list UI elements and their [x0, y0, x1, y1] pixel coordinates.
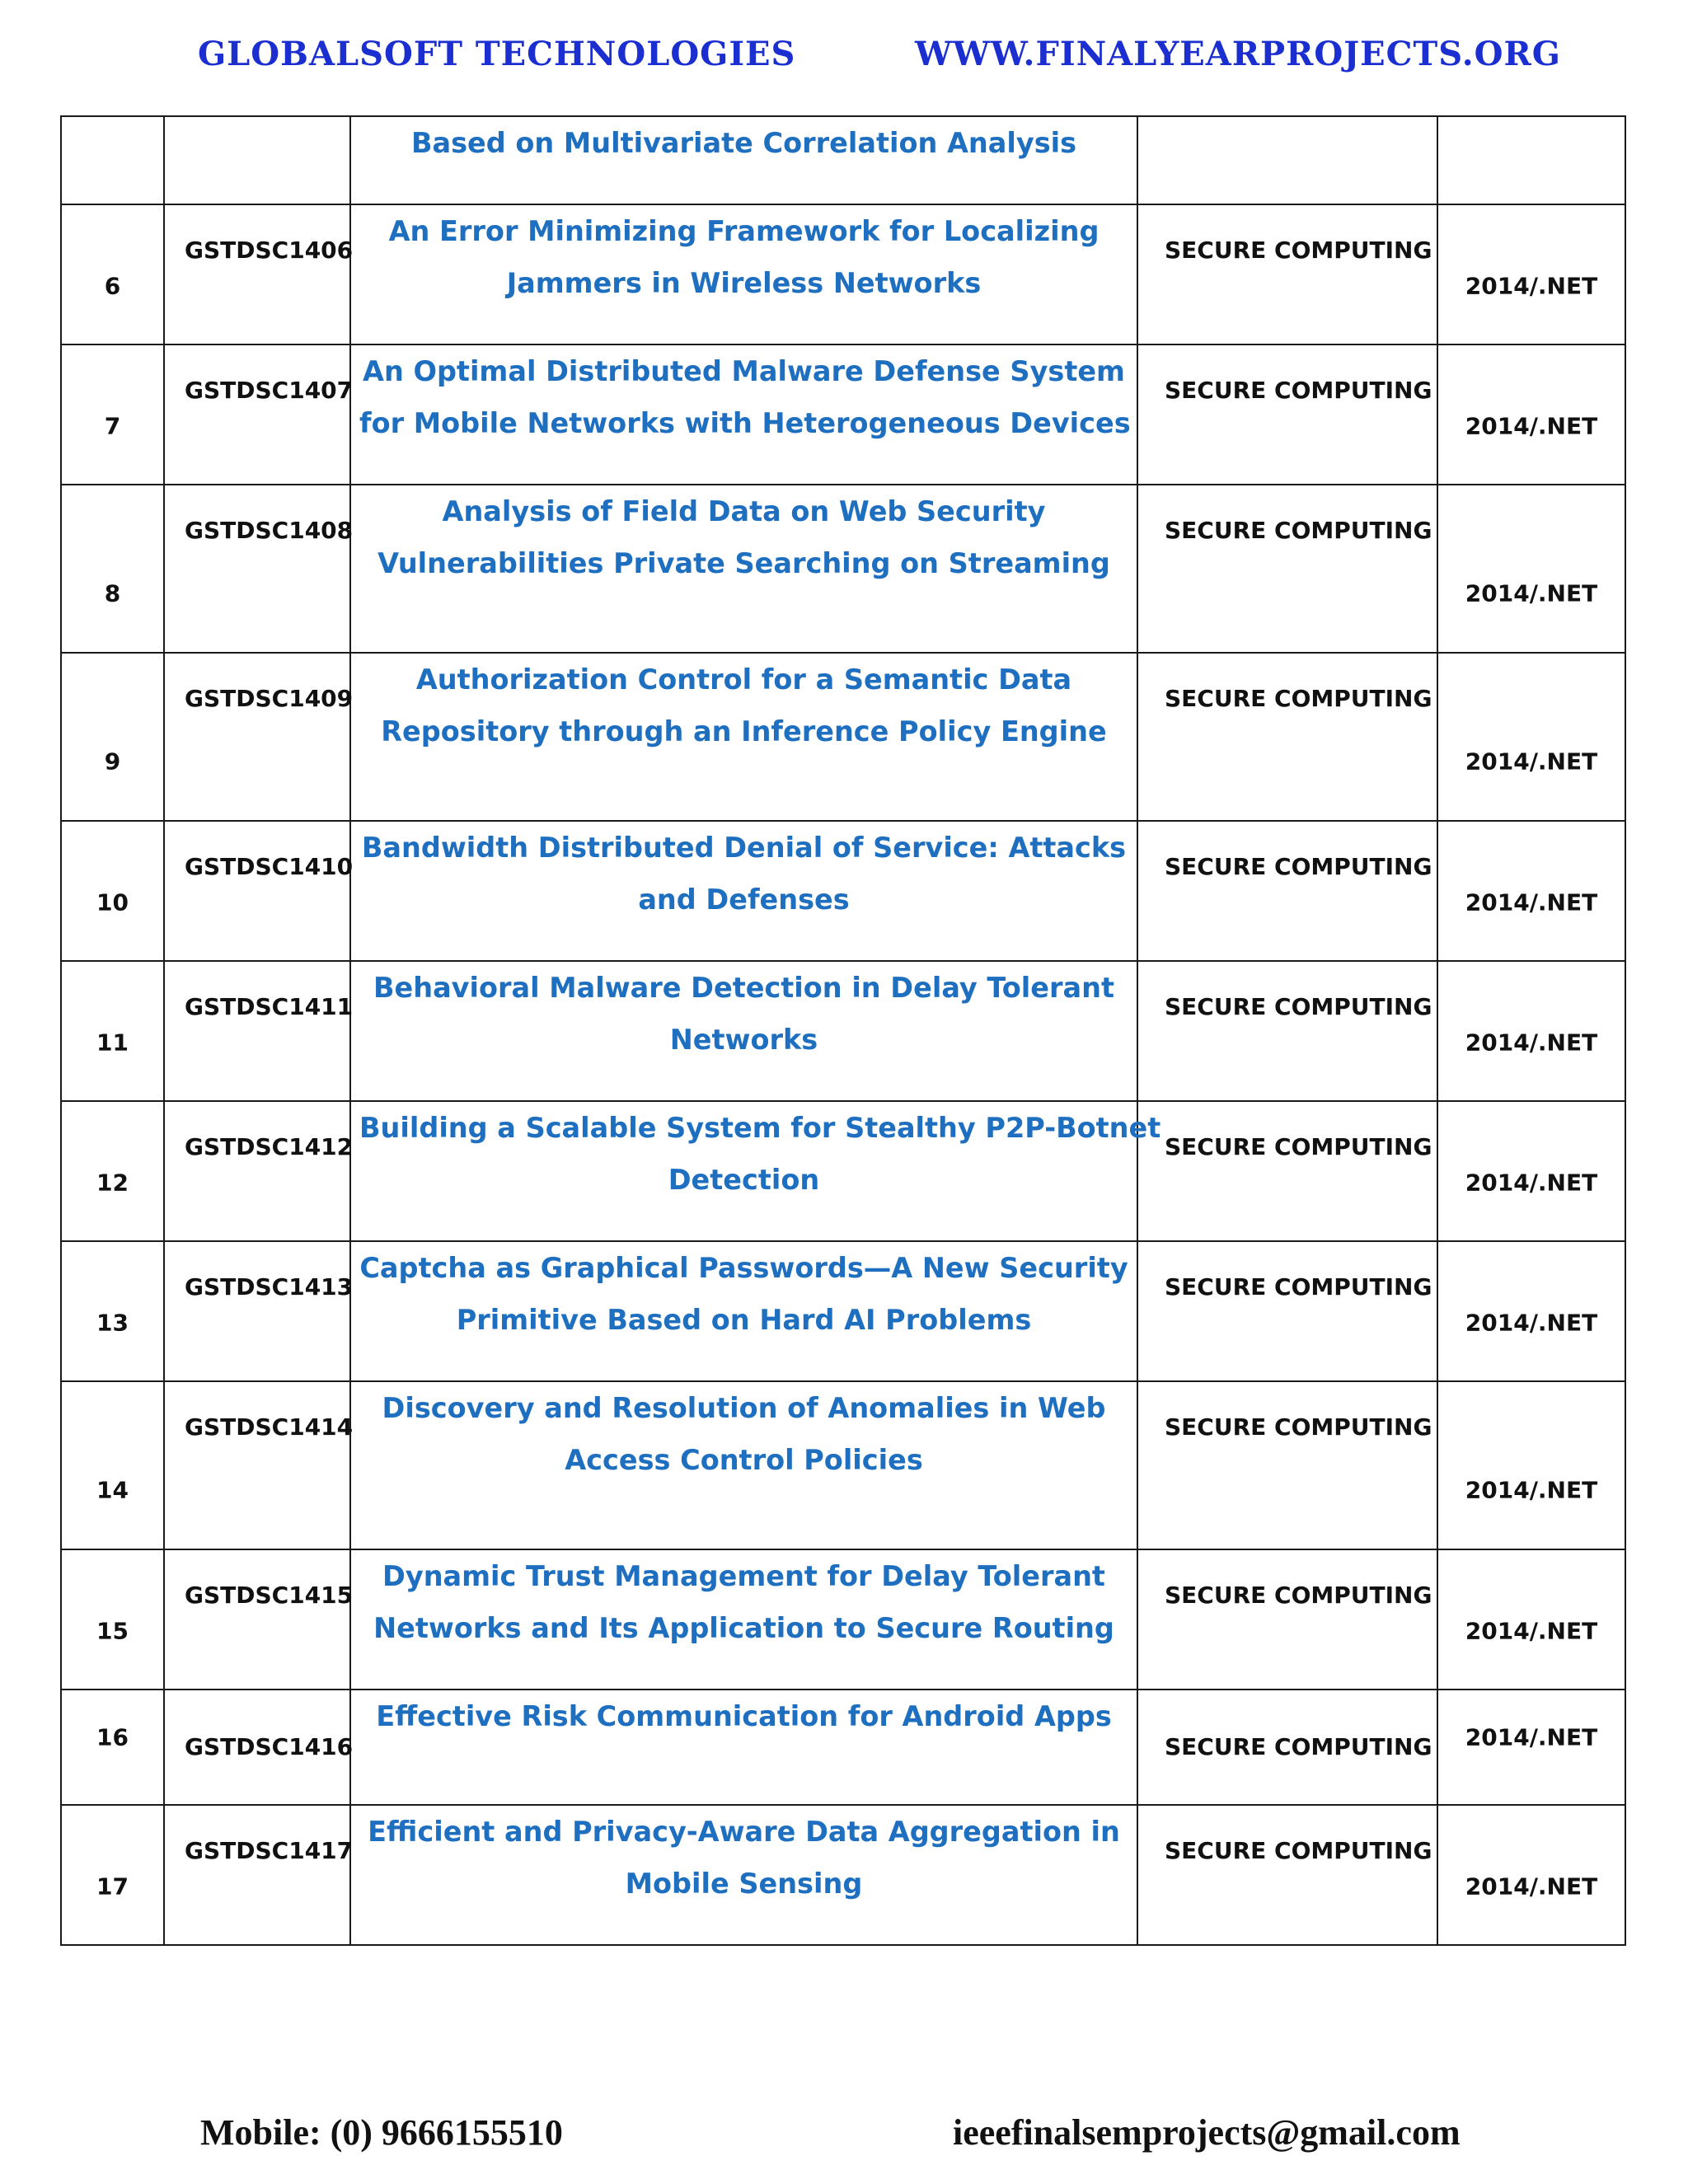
project-code-text: GSTDSC1406 — [185, 237, 354, 264]
project-title — [359, 822, 1128, 926]
project-title — [359, 962, 1128, 1066]
domain-text: SECURE COMPUTING — [1165, 993, 1432, 1020]
cell-domain — [1137, 116, 1437, 204]
cell-project-code — [164, 821, 354, 961]
cell-domain — [1137, 1381, 1437, 1549]
domain-text: SECURE COMPUTING — [1165, 237, 1432, 264]
cell-domain — [1137, 653, 1437, 821]
cell-project-code — [164, 1101, 354, 1241]
table-row — [61, 116, 1625, 204]
company-name: GLOBALSOFT TECHNOLOGIES — [198, 35, 796, 73]
domain-text: SECURE COMPUTING — [1165, 1273, 1432, 1301]
year-tech-text: 2014/.NET — [1465, 1723, 1598, 1751]
cell-serial-number — [61, 1549, 164, 1690]
project-title-line: Effective Risk Communication for Android Apps — [376, 1700, 1112, 1732]
serial-number-text: 7 — [104, 412, 121, 440]
project-title-line: Authorization Control for a Semantic Data — [415, 663, 1072, 696]
project-title-line: Primitive Based on Hard AI Problems — [456, 1304, 1032, 1336]
cell-project-title — [350, 1381, 1137, 1549]
cell-year-tech — [1437, 485, 1625, 653]
cell-serial-number — [61, 344, 164, 485]
year-tech-text: 2014/.NET — [1465, 1872, 1598, 1900]
cell-serial-number — [61, 1101, 164, 1241]
cell-domain — [1137, 204, 1437, 344]
project-title — [359, 1690, 1128, 1742]
project-code-text: GSTDSC1411 — [185, 993, 354, 1020]
table-row — [61, 821, 1625, 961]
domain-text: SECURE COMPUTING — [1165, 1837, 1432, 1864]
project-title-line: Based on Multivariate Correlation Analysis — [410, 127, 1077, 159]
project-title — [359, 1550, 1128, 1654]
year-tech-text: 2014/.NET — [1465, 1617, 1598, 1645]
year-tech-text: 2014/.NET — [1465, 1169, 1598, 1197]
project-title — [359, 1242, 1128, 1346]
cell-project-title — [350, 344, 1137, 485]
cell-domain — [1137, 1241, 1437, 1381]
project-title-line: and Defenses — [638, 883, 850, 916]
cell-project-code — [164, 344, 354, 485]
year-tech-text: 2014/.NET — [1465, 412, 1598, 440]
project-code-text: GSTDSC1407 — [185, 377, 354, 404]
projects-table-body — [61, 116, 1625, 1945]
cell-project-title — [350, 821, 1137, 961]
cell-serial-number — [61, 485, 164, 653]
project-title-line: Analysis of Field Data on Web Security — [442, 495, 1046, 527]
project-title-line: Networks and Its Application to Secure Routing — [373, 1612, 1114, 1644]
table-row — [61, 485, 1625, 653]
table-row — [61, 1241, 1625, 1381]
project-title-line: Access Control Policies — [565, 1444, 923, 1476]
cell-year-tech — [1437, 1549, 1625, 1690]
project-title-line: Jammers in Wireless Networks — [506, 267, 982, 299]
domain-text: SECURE COMPUTING — [1165, 517, 1432, 544]
cell-serial-number — [61, 116, 164, 204]
year-tech-text: 2014/.NET — [1465, 748, 1598, 776]
cell-project-title — [350, 653, 1137, 821]
cell-project-title — [350, 1805, 1137, 1945]
cell-domain — [1137, 1101, 1437, 1241]
cell-project-title — [350, 1101, 1161, 1241]
cell-project-code — [164, 961, 354, 1101]
project-title — [359, 1382, 1128, 1486]
project-title — [359, 1806, 1128, 1910]
domain-text: SECURE COMPUTING — [1165, 1413, 1432, 1441]
serial-number-text: 8 — [104, 579, 121, 607]
table-row — [61, 653, 1625, 821]
serial-number-text: 15 — [96, 1617, 129, 1645]
year-tech-text: 2014/.NET — [1465, 1309, 1598, 1337]
project-title-line: Repository through an Inference Policy Engine — [381, 715, 1107, 748]
table-row — [61, 344, 1625, 485]
cell-year-tech — [1437, 961, 1625, 1101]
project-code-text — [185, 117, 349, 148]
cell-project-code — [164, 1805, 354, 1945]
domain-text: SECURE COMPUTING — [1165, 1733, 1432, 1760]
cell-project-code — [164, 1549, 354, 1690]
cell-project-title — [350, 961, 1137, 1101]
cell-project-title — [350, 116, 1137, 204]
table-row — [61, 961, 1625, 1101]
cell-project-title — [350, 204, 1137, 344]
domain-text: SECURE COMPUTING — [1165, 685, 1432, 712]
year-tech-text: 2014/.NET — [1465, 888, 1598, 916]
cell-domain — [1137, 485, 1437, 653]
cell-serial-number — [61, 1241, 164, 1381]
contact-email: ieeefinalsemprojects@gmail.com — [953, 2112, 1461, 2153]
serial-number-text: 11 — [96, 1029, 129, 1057]
project-code-text: GSTDSC1410 — [185, 853, 354, 880]
page-footer — [0, 2111, 1688, 2161]
project-title-line: Networks — [669, 1024, 818, 1056]
cell-year-tech — [1437, 821, 1625, 961]
project-title-line: Bandwidth Distributed Denial of Service: Attacks — [361, 832, 1127, 864]
table-row — [61, 1690, 1625, 1805]
cell-project-code — [164, 204, 354, 344]
cell-serial-number — [61, 1381, 164, 1549]
cell-year-tech — [1437, 1381, 1625, 1549]
project-title-line: Vulnerabilities Private Searching on Streaming — [377, 547, 1110, 579]
cell-serial-number — [61, 653, 164, 821]
year-tech-text: 2014/.NET — [1465, 1029, 1598, 1057]
serial-number-text: 9 — [104, 748, 121, 776]
project-title — [359, 345, 1131, 449]
serial-number-text: 10 — [96, 888, 129, 916]
cell-year-tech — [1437, 1805, 1625, 1945]
project-title-line: Efficient and Privacy-Aware Data Aggregation in — [368, 1816, 1120, 1848]
cell-project-code — [164, 116, 350, 204]
project-title — [359, 205, 1128, 309]
cell-domain — [1137, 821, 1437, 961]
cell-serial-number — [61, 1690, 164, 1805]
project-title — [359, 654, 1128, 757]
cell-project-code — [164, 1241, 354, 1381]
serial-number-text: 13 — [96, 1309, 129, 1337]
mobile-number: Mobile: (0) 9666155510 — [200, 2112, 563, 2153]
project-title-line: for Mobile Networks with Heterogeneous Devices — [359, 407, 1131, 439]
page-header — [0, 35, 1688, 84]
project-title-line: Behavioral Malware Detection in Delay Tolerant — [373, 972, 1115, 1004]
cell-serial-number — [61, 204, 164, 344]
projects-table — [60, 115, 1626, 1946]
cell-project-code — [164, 1381, 354, 1549]
project-code-text: GSTDSC1408 — [185, 517, 354, 544]
domain-text: SECURE COMPUTING — [1165, 377, 1432, 404]
serial-number-text: 12 — [96, 1169, 129, 1197]
project-title-line: Mobile Sensing — [625, 1868, 863, 1900]
year-tech-text: 2014/.NET — [1465, 579, 1598, 607]
cell-year-tech — [1437, 204, 1625, 344]
table-row — [61, 1805, 1625, 1945]
project-code-text: GSTDSC1409 — [185, 685, 354, 712]
project-title-line: Captcha as Graphical Passwords—A New Security — [359, 1252, 1128, 1284]
website-url: WWW.FINALYEARPROJECTS.ORG — [915, 35, 1561, 73]
cell-project-title — [350, 485, 1137, 653]
project-title — [359, 1102, 1161, 1206]
table-row — [61, 1101, 1625, 1241]
cell-year-tech — [1437, 344, 1625, 485]
project-title — [359, 117, 1128, 169]
cell-project-code — [164, 653, 354, 821]
cell-project-title — [350, 1690, 1137, 1805]
project-code-text: GSTDSC1412 — [185, 1133, 354, 1160]
cell-domain — [1137, 961, 1437, 1101]
cell-year-tech — [1437, 653, 1625, 821]
cell-project-title — [350, 1549, 1137, 1690]
domain-text: SECURE COMPUTING — [1165, 1582, 1432, 1609]
project-title-line: Building a Scalable System for Stealthy P2P-Botnet — [359, 1112, 1161, 1144]
table-row — [61, 1381, 1625, 1549]
project-code-text: GSTDSC1414 — [185, 1413, 354, 1441]
project-title-line: Discovery and Resolution of Anomalies in Web — [382, 1392, 1106, 1424]
cell-serial-number — [61, 821, 164, 961]
table-row — [61, 204, 1625, 344]
cell-project-code — [164, 1690, 354, 1805]
project-code-text: GSTDSC1413 — [185, 1273, 354, 1301]
project-title-line: Detection — [668, 1164, 820, 1196]
year-tech-text: 2014/.NET — [1465, 272, 1598, 300]
year-tech-text: 2014/.NET — [1465, 1476, 1598, 1504]
project-title-line: An Error Minimizing Framework for Localizing — [388, 215, 1100, 247]
serial-number-text: 16 — [96, 1723, 129, 1751]
serial-number-text: 17 — [96, 1872, 129, 1900]
cell-year-tech — [1437, 116, 1625, 204]
cell-year-tech — [1437, 1241, 1625, 1381]
cell-project-title — [350, 1241, 1137, 1381]
project-title-line: Dynamic Trust Management for Delay Tolerant — [382, 1560, 1105, 1592]
domain-text: SECURE COMPUTING — [1165, 853, 1432, 880]
cell-domain — [1137, 1805, 1437, 1945]
cell-serial-number — [61, 1805, 164, 1945]
serial-number-text: 6 — [104, 272, 121, 300]
project-title-line: An Optimal Distributed Malware Defense System — [363, 355, 1125, 387]
cell-year-tech — [1437, 1690, 1625, 1805]
project-title — [359, 485, 1128, 589]
cell-project-code — [164, 485, 354, 653]
project-code-text: GSTDSC1416 — [185, 1733, 354, 1760]
cell-serial-number — [61, 961, 164, 1101]
domain-text — [1165, 117, 1437, 148]
serial-number-text: 14 — [96, 1476, 129, 1504]
table-row — [61, 1549, 1625, 1690]
cell-domain — [1137, 1549, 1437, 1690]
domain-text: SECURE COMPUTING — [1165, 1133, 1432, 1160]
cell-domain — [1137, 344, 1437, 485]
project-code-text: GSTDSC1417 — [185, 1837, 354, 1864]
project-code-text: GSTDSC1415 — [185, 1582, 354, 1609]
cell-domain — [1137, 1690, 1437, 1805]
cell-year-tech — [1437, 1101, 1625, 1241]
